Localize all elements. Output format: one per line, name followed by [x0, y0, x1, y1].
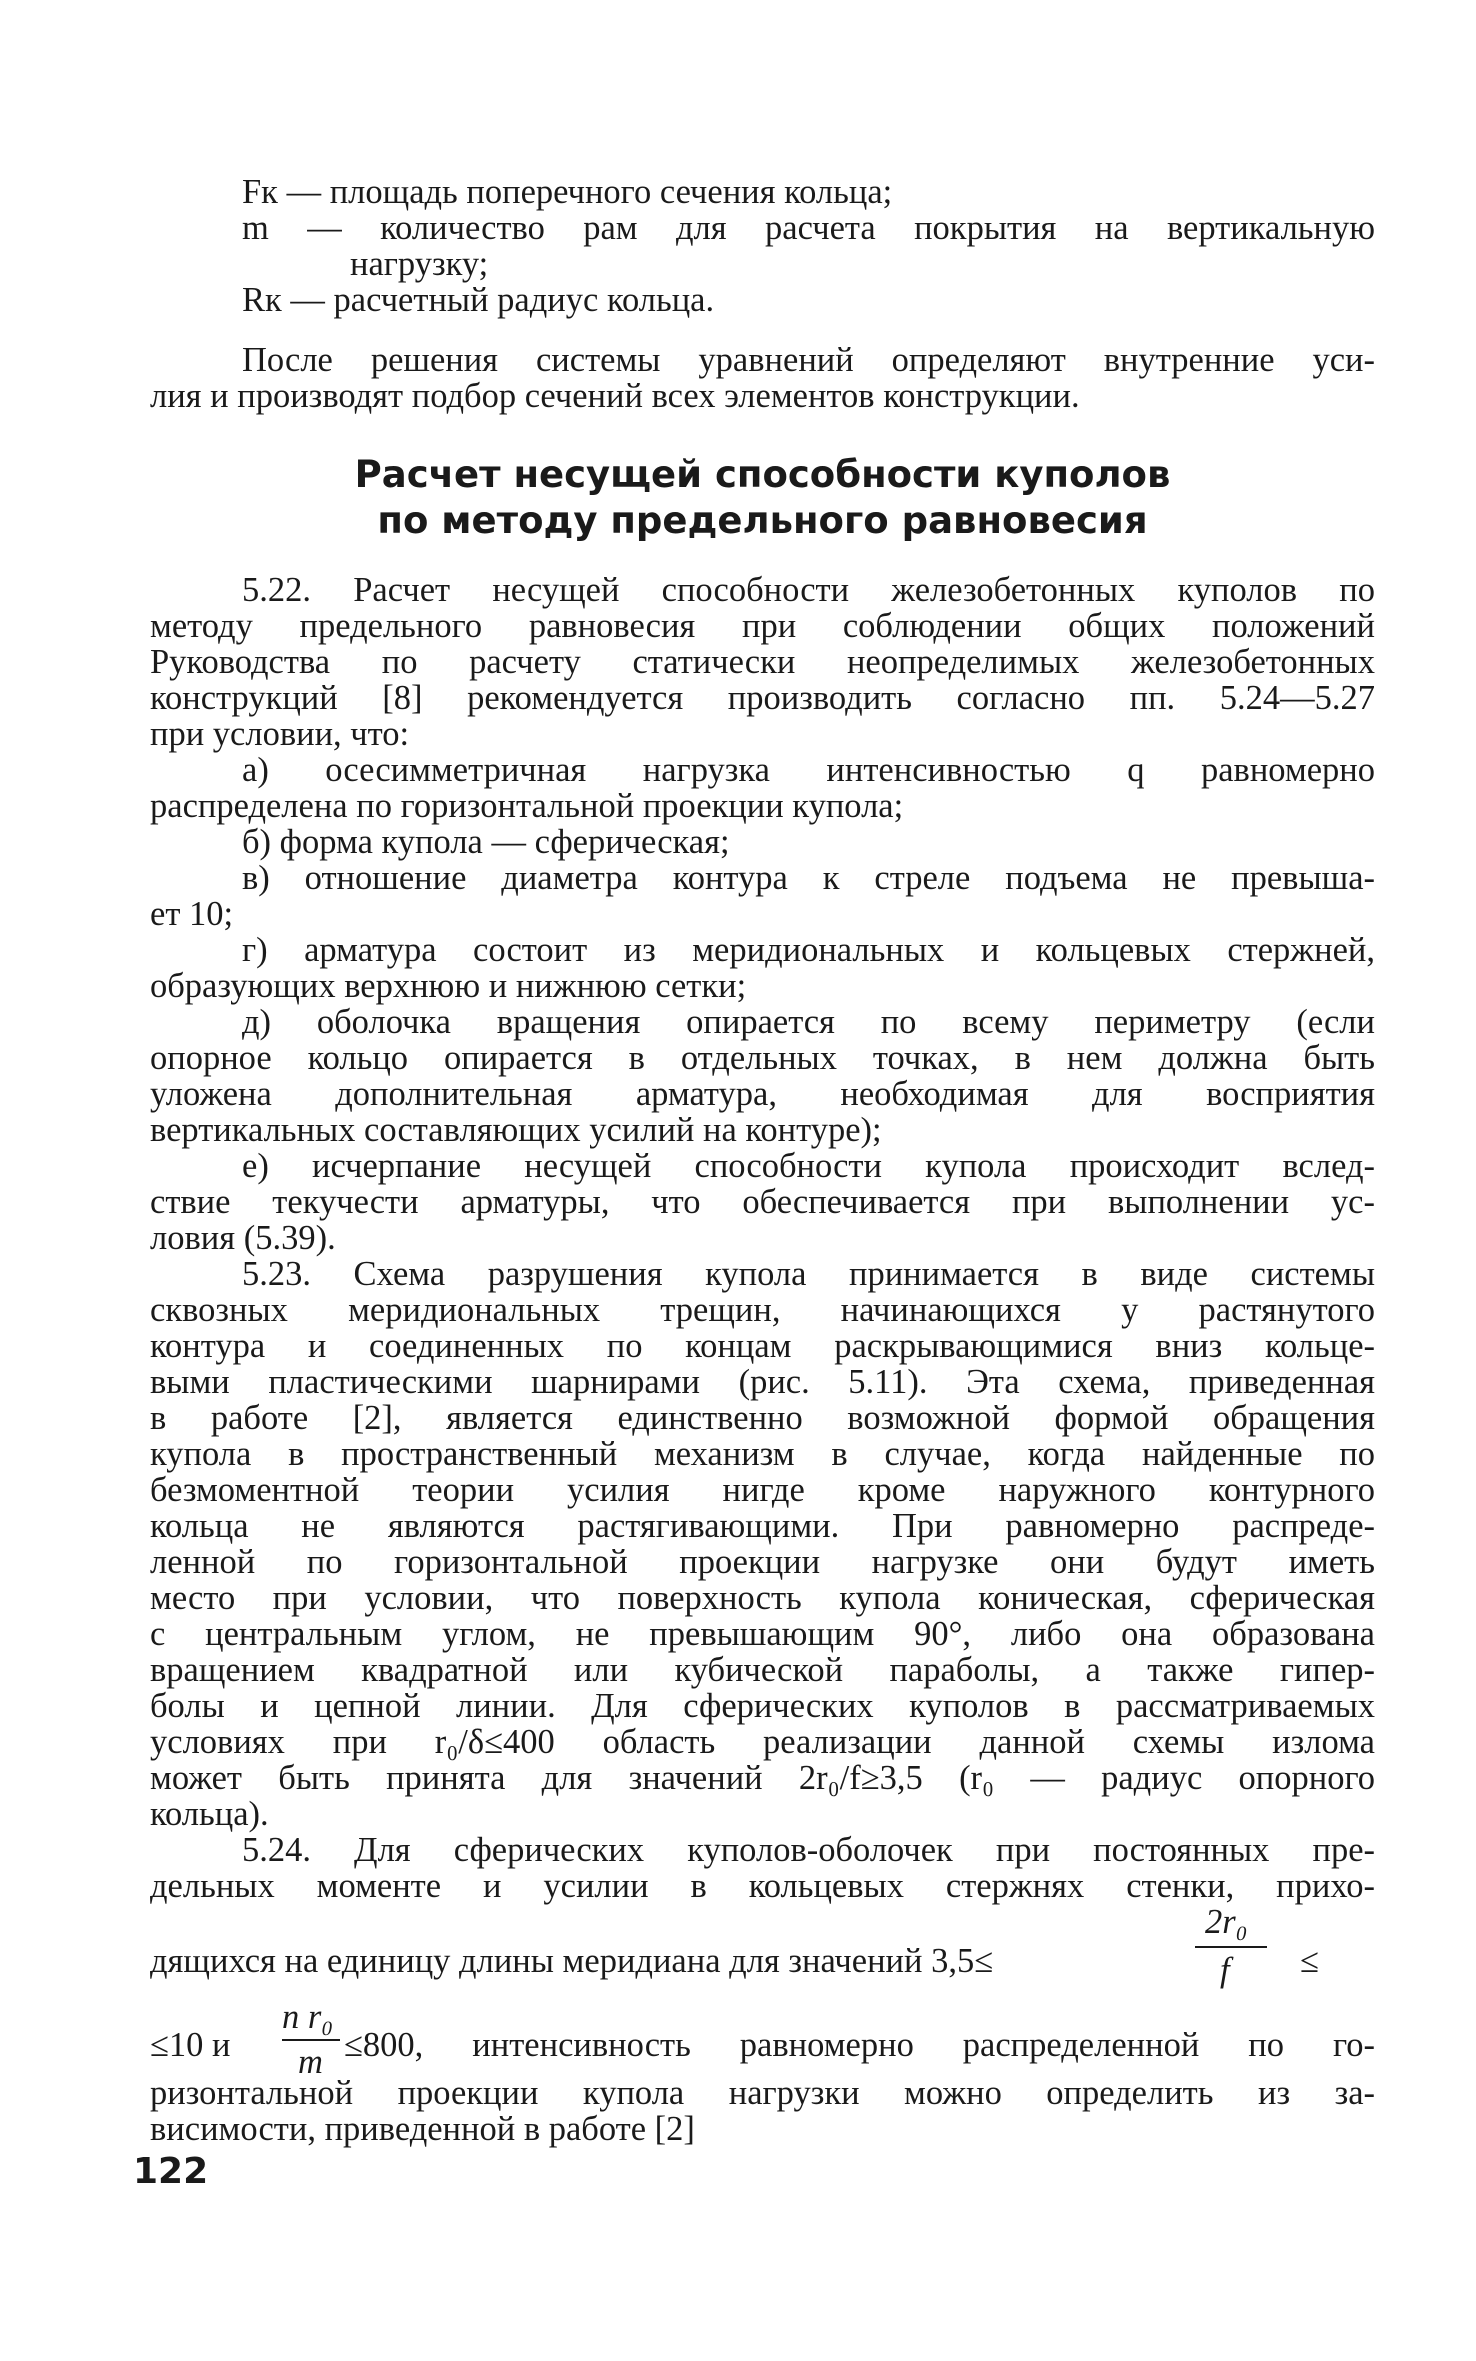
text-line: После решения системы уравнений определяют внутренние уси- [242, 341, 1375, 379]
text-line: контура и соединенных по концам раскрывающимися вниз кольце- [150, 1327, 1375, 1365]
formula-line-1: дящихся на единицу длины меридиана для значений 3,5≤ [150, 1942, 994, 1980]
text-line: вертикальных составляющих усилий на контуре); [150, 1111, 882, 1149]
fraction-nr0-denominator: m [298, 2043, 323, 2081]
text-line: ет 10; [150, 895, 234, 933]
fraction-2r0-numerator: 2r₀ [1205, 1903, 1248, 1941]
text-line: 5.23. Схема разрушения купола принимается в виде системы [242, 1255, 1375, 1293]
definition-rk: Rк — расчетный радиус кольца. [242, 281, 715, 319]
text-line: образующих верхнюю и нижнюю сетки; [150, 967, 747, 1005]
body-text [150, 572, 1375, 1904]
text-line: г) арматура состоит из меридиональных и кольцевых стержней, [242, 931, 1375, 969]
text-line: дельных моменте и усилии в кольцевых стержнях стенки, прихо- [150, 1867, 1375, 1905]
text-line: лия и производят подбор сечений всех элементов конструкции. [150, 377, 1080, 415]
text-line: с центральным углом, не превышающим 90°, либо она образована [150, 1615, 1375, 1653]
text-line: условиях при r₀/δ≤400 область реализации данной схемы излома [150, 1723, 1375, 1761]
text-line: выми пластическими шарнирами (рис. 5.11). Эта схема, приведенная [150, 1363, 1375, 1401]
definitions-list [150, 174, 1375, 318]
text-line: вращением квадратной или кубической параболы, а также гипер- [150, 1651, 1375, 1689]
text-line: в работе [2], является единственно возможной формой обращения [150, 1399, 1375, 1437]
text-line: ленной по горизонтальной проекции нагрузке они будут иметь [150, 1543, 1375, 1581]
text-line: Руководства по расчету статически неопределимых железобетонных [150, 643, 1375, 681]
text-line: висимости, приведенной в работе [2] [150, 2110, 695, 2148]
text-line: место при условии, что поверхность купола коническая, сферическая [150, 1579, 1375, 1617]
text-line: 5.22. Расчет несущей способности железобетонных куполов по [242, 571, 1375, 609]
text-line: е) исчерпание несущей способности купола происходит вслед- [242, 1147, 1375, 1185]
formula-line-2-end: ≤800, интенсивность равномерно распределенной по го- [344, 2026, 1375, 2064]
fraction-nr0-bar [282, 2039, 340, 2041]
tail-text [150, 2075, 1375, 2147]
fraction-nr0-numerator: n r₀ [282, 1998, 334, 2036]
text-line: может быть принята для значений 2r₀/f≥3,5 (r₀ — радиус опорного [150, 1759, 1375, 1797]
page-number: 122 [133, 2151, 209, 2192]
text-line: ризонтальной проекции купола нагрузки можно определить из за- [150, 2074, 1375, 2112]
text-line: ствие текучести арматуры, что обеспечивается при выполнении ус- [150, 1183, 1375, 1221]
fraction-2r0-denominator: f [1220, 1951, 1230, 1989]
text-line: д) оболочка вращения опирается по всему периметру (если [242, 1003, 1375, 1041]
intro-paragraph [150, 342, 1375, 414]
text-line: конструкций [8] рекомендуется производить согласно пп. 5.24—5.27 [150, 679, 1375, 717]
formula-line-2-start: ≤10 и [150, 2026, 231, 2064]
text-line: 5.24. Для сферических куполов-оболочек при постоянных пре- [242, 1831, 1375, 1869]
text-line: уложена дополнительная арматура, необходимая для восприятия [150, 1075, 1375, 1113]
text-line: кольца не являются растягивающими. При равномерно распреде- [150, 1507, 1375, 1545]
text-line: б) форма купола — сферическая; [242, 823, 730, 861]
text-line: опорное кольцо опирается в отдельных точках, в нем должна быть [150, 1039, 1375, 1077]
text-line: сквозных меридиональных трещин, начинающихся у растянутого [150, 1291, 1375, 1329]
definition-m: m — количество рам для расчета покрытия на вертикальную [242, 209, 1375, 247]
text-line: болы и цепной линии. Для сферических куполов в рассматриваемых [150, 1687, 1375, 1725]
text-line: в) отношение диаметра контура к стреле подъема не превыша- [242, 859, 1375, 897]
definition-m-cont: нагрузку; [350, 245, 489, 283]
text-line: кольца). [150, 1795, 269, 1833]
fraction-2r0-bar [1195, 1946, 1267, 1948]
formula-leq-sign: ≤ [1300, 1942, 1319, 1980]
text-line: методу предельного равновесия при соблюдении общих положений [150, 607, 1375, 645]
text-line: безмоментной теории усилия нигде кроме наружного контурного [150, 1471, 1375, 1509]
text-line: ловия (5.39). [150, 1219, 336, 1257]
text-line: при условии, что: [150, 715, 410, 753]
heading-line: Расчет несущей способности куполов [354, 453, 1171, 496]
text-line: а) осесимметричная нагрузка интенсивностью q равномерно [242, 751, 1375, 789]
heading-line: по методу предельного равновесия [377, 499, 1148, 542]
text-line: купола в пространственный механизм в случае, когда найденные по [150, 1435, 1375, 1473]
text-line: распределена по горизонтальной проекции купола; [150, 787, 904, 825]
definition-fk: Fк — площадь поперечного сечения кольца; [242, 173, 893, 211]
section-heading [150, 452, 1375, 544]
